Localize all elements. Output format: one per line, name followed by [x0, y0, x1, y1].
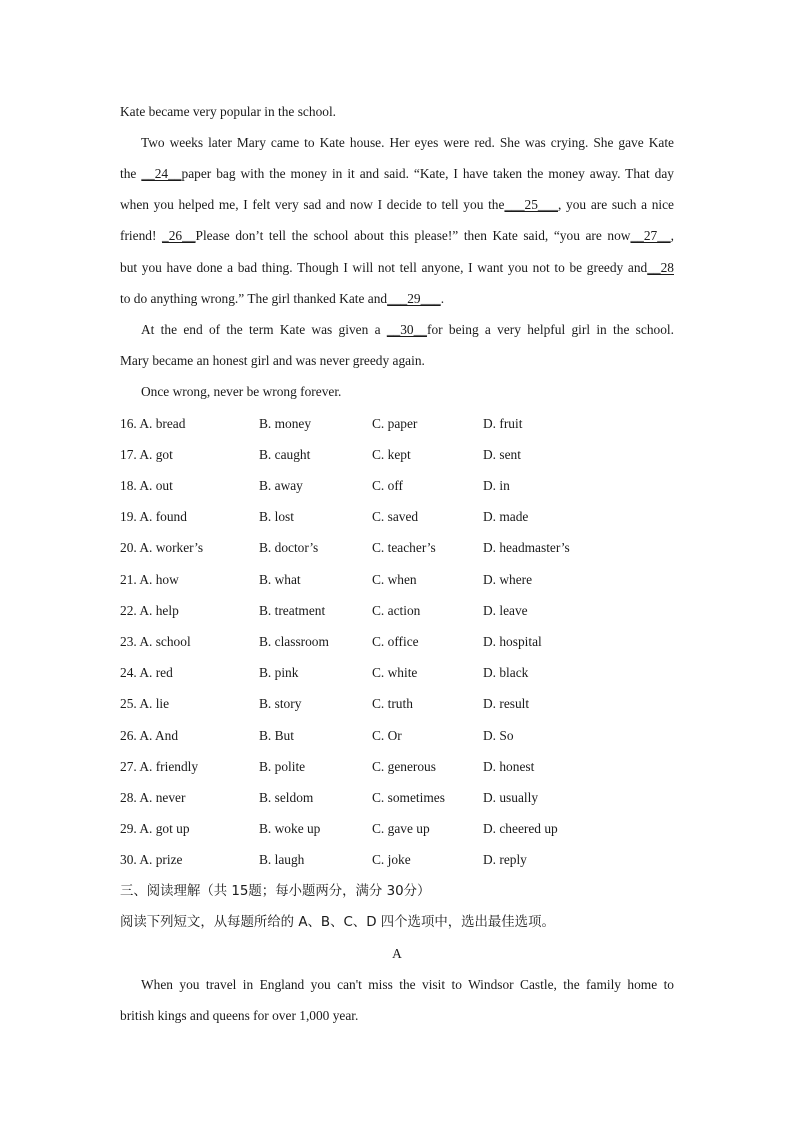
passage-line: When you travel in England you can't miss the visit to Windsor Castle, the family home to	[141, 977, 674, 992]
blank-27: __27__	[630, 228, 671, 243]
passage-line: but you have done a bad thing. Though I will not tell anyone, I want you not to be greedy and__28	[120, 260, 674, 275]
blank-29: ___29___	[387, 291, 441, 306]
passage-line: friend! _26__Please don’t tell the school about this please!” then Kate said, “you are now__27__,	[120, 228, 674, 243]
section-heading: 三、阅读理解（共 15题；每小题两分，满分 30分）	[120, 884, 431, 899]
passage-line: At the end of the term Kate was given a __30__for being a very helpful girl in the school.	[141, 322, 674, 337]
passage-line: to do anything wrong.” The girl thanked Kate and___29___.	[120, 291, 445, 306]
passage-line: Once wrong, never be wrong forever.	[141, 384, 342, 399]
passage-line: Kate became very popular in the school.	[120, 104, 337, 119]
blank-28: __28	[647, 260, 674, 275]
blank-26: _26__	[162, 228, 196, 243]
passage-line: Two weeks later Mary came to Kate house. Her eyes were red. She was crying. She gave Kate	[141, 135, 674, 150]
passage-label: A	[392, 946, 402, 961]
passage-line: when you helped me, I felt very sad and now I decide to tell you the___25___, you are such a nice	[120, 197, 675, 212]
passage-line: Mary became an honest girl and was never greedy again.	[120, 353, 425, 368]
blank-30: __30__	[386, 322, 427, 337]
passage-line: british kings and queens for over 1,000 year.	[120, 1008, 359, 1023]
exam-page: Kate became very popular in the school. Two weeks later Mary came to Kate house. Her eyes were red. She was crying. She gave Kate the __24__paper bag with the money in it and said. “Kate, I have taken the money away. That day when you helped me, I felt very sad and now I decide to tell you the___25___, you are such a nice friend! _26__Please don’t tell the school about this please!” then Kate said, “you are now__27__, but you have done a bad thing. Though I will not tell anyone, I want you not to be greedy and__28 to do anything wrong.” The girl thanked Kate and___29___. At the end of the term Kate was given a __30__for being a very helpful girl in the school. Mary became an honest girl and was never greedy again. Once wrong, never be wrong forever. 16. A. bread B. money C. paper D. fruit 17. A. got B. caught C. kept D. sent 18. A. out B. away C. off D. in 19. A. found B. lost C. saved D. made 20. A. worker’s B. doctor’s C. teacher’s D. headmaster’s 21. A. how B. what C. when D. where 22. A. help B. treatment C. action D. leave 23. A. school B. classroom C. office D. hospital 24. A. red B. pink C. white D. black 25. A. lie B. story C. truth D. result 26. A. And B. But C. Or D. So 27. A. friendly B. polite C. generous D. honest 28. A. never B. seldom C. sometimes D. usually 29. A. got up B. woke up C. gave up D. cheered up 30. A. prize B. laugh C. joke D. reply 三、阅读理解（共 15题；每小题两分，满分 30分） 阅读下列短文，从每题所给的 A、B、C、D 四个选项中，选出最佳选项。 A When you travel in England you can't miss the visit to Windsor Castle, the family home to british kings and queens for over 1,000 year.	[0, 0, 794, 1123]
blank-25: ___25___	[504, 197, 559, 212]
section-instruction: 阅读下列短文，从每题所给的 A、B、C、D 四个选项中，选出最佳选项。	[120, 915, 555, 930]
passage-line: the __24__paper bag with the money in it and said. “Kate, I have taken the money away. That day	[120, 166, 674, 181]
blank-24: __24__	[141, 166, 182, 181]
